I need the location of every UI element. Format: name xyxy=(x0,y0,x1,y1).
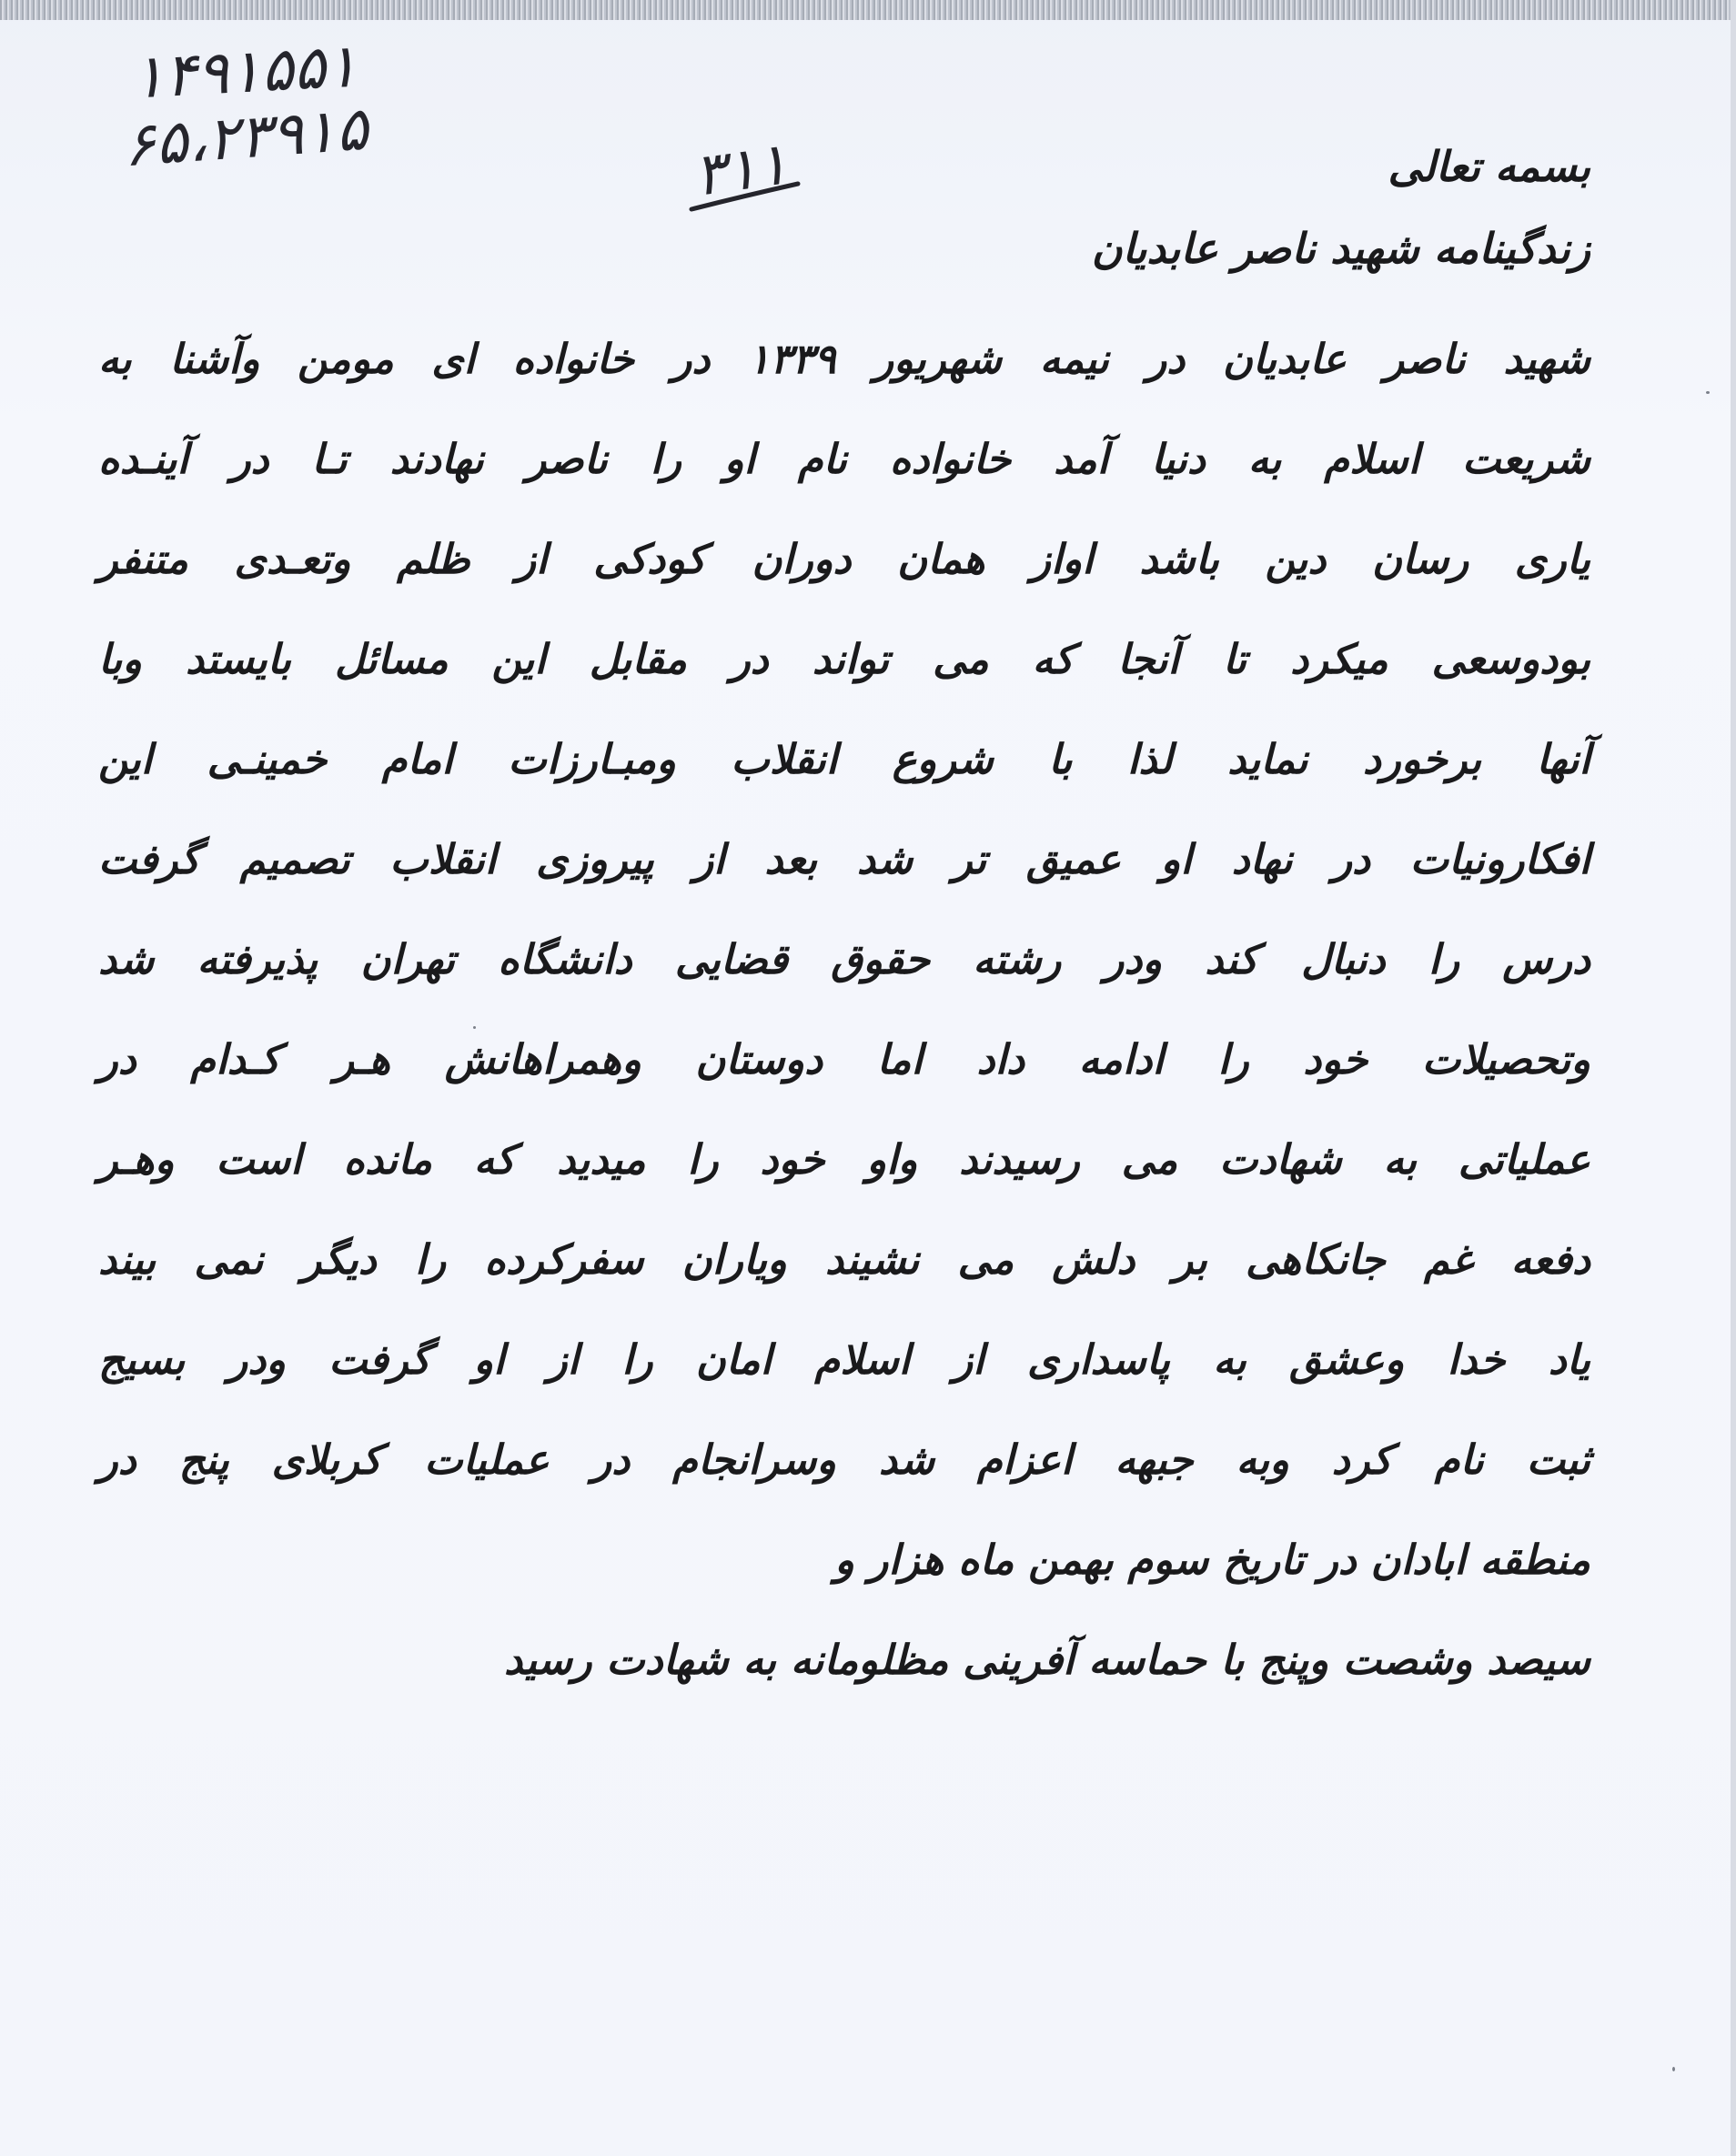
body-line-4: بودوسعی میکرد تا آنجا که می تواند در مقابل این مسائل بایستد وبا xyxy=(98,635,1590,683)
body-line-12: ثبت نام کرد وبه جبهه اعزام شد وسرانجام در عملیات کربلای پنج در xyxy=(98,1436,1590,1484)
scan-speck xyxy=(1672,2067,1675,2071)
body-line-9: عملیاتی به شهادت می رسیدند واو خود را میدید که مانده است وهـر xyxy=(98,1135,1590,1184)
heading-bismillah: بسمه تعالی xyxy=(1388,142,1590,191)
body-line-1: شهید ناصر عابدیان در نیمه شهریور ۱۳۳۹ در خانواده ای مومن وآشنا به xyxy=(98,335,1590,383)
body-line-2: شریعت اسلام به دنیا آمد خانواده نام او را ناصر نهادند تـا در آینـده xyxy=(98,435,1590,483)
body-line-11: یاد خدا وعشق به پاسداری از اسلام امان را از او گرفت ودر بسیج xyxy=(98,1335,1591,1384)
page-number-text: ۳۱۱ xyxy=(690,130,792,210)
scan-speck xyxy=(473,1026,476,1029)
scan-speck xyxy=(1706,391,1710,394)
body-line-7: درس را دنبال کند ودر رشته حقوق قضایی دانشگاه تهران پذیرفته شد xyxy=(98,935,1590,983)
scanner-right-edge xyxy=(1731,0,1736,2156)
body-line-5: آنها برخورد نماید لذا با شروع انقلاب ومبـارزات امام خمینـی این xyxy=(98,735,1590,783)
document-title: زندگینامه شهید ناصر عابدیان xyxy=(1091,224,1590,273)
scanner-top-edge xyxy=(0,0,1736,20)
document-text-block xyxy=(98,142,1591,1710)
body-line-10: دفعه غم جانکاهی بر دلش می نشیند ویاران سفرکرده را دیگر نمی بیند xyxy=(98,1235,1590,1284)
body-line-6: افکارونیات در نهاد او عمیق تر شد بعد از پیروزی انقلاب تصمیم گرفت xyxy=(98,835,1590,883)
handwritten-number-1: ۱۴۹۱۵۵۱ xyxy=(130,30,360,113)
body-line-14: سیصد وشصت وپنج با حماسه آفرینی مظلومانه به شهادت رسید xyxy=(504,1636,1590,1684)
biography-body xyxy=(98,309,1590,1710)
handwritten-number-2: ۶۵،۲۳۹۱۵ xyxy=(120,93,370,181)
body-line-3: یاری رسان دین باشد اواز همان دوران کودکی از ظلم وتعـدی متنفر xyxy=(98,535,1590,583)
body-line-8: وتحصیلات خود را ادامه داد اما دوستان وهمراهانش هـر کـدام در xyxy=(98,1035,1590,1083)
body-line-13: منطقه ابادان در تاریخ سوم بهمن ماه هزار و xyxy=(834,1536,1590,1584)
